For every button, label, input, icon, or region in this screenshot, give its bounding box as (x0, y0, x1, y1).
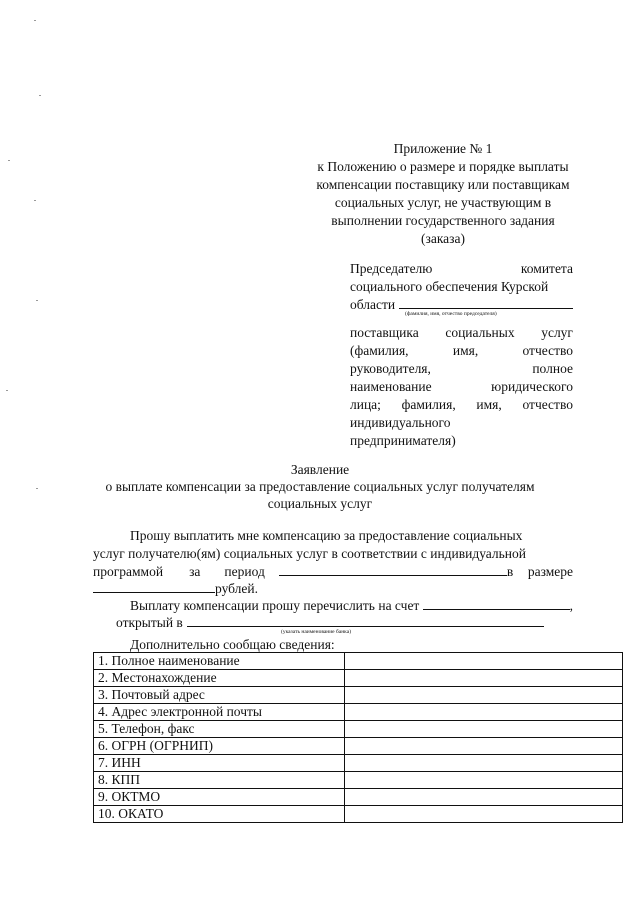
provider-line (350, 378, 573, 395)
provider-word: руководителя, (350, 361, 431, 376)
provider-line (350, 324, 573, 341)
table-cell-value[interactable] (345, 704, 623, 721)
body-line-account (130, 597, 573, 614)
provider-line (350, 342, 573, 359)
table-cell-label: 1. Полное наименование (94, 653, 345, 670)
table-cell-value[interactable] (345, 653, 623, 670)
bank-hint: (указать наименование банка) (281, 629, 352, 635)
table-cell-label: 10. ОКАТО (94, 806, 345, 823)
table-cell-label: 7. ИНН (94, 755, 345, 772)
appendix-line: социальных услуг, не участвующим в (334, 195, 552, 210)
statement-title: Заявление (290, 462, 350, 477)
table-cell-label: 2. Местонахождение (94, 670, 345, 687)
table-cell-value[interactable] (345, 789, 623, 806)
body-line-amount (93, 580, 258, 597)
provider-line (350, 360, 573, 377)
body-word: рублей. (215, 581, 259, 596)
scan-speck (6, 390, 8, 391)
provider-word: поставщика (350, 325, 419, 340)
body-line-period (93, 563, 573, 580)
appendix-line: компенсации поставщику или поставщикам (316, 177, 570, 192)
provider-word: наименование (350, 379, 432, 394)
scan-speck (39, 95, 41, 96)
amount-field[interactable] (93, 580, 215, 593)
table-cell-value[interactable] (345, 670, 623, 687)
provider-word: услуг (541, 325, 573, 340)
table-row (94, 721, 623, 738)
provider-word: отчество (522, 397, 573, 412)
provider-line: индивидуального (350, 415, 451, 430)
addressee-line-1 (350, 260, 573, 277)
appendix-title: Приложение № 1 (393, 141, 493, 156)
body-line: услуг получателю(ям) социальных услуг в соответствии с индивидуальной (93, 546, 527, 561)
table-cell-value[interactable] (345, 738, 623, 755)
table-row (94, 653, 623, 670)
body-word: программой (93, 564, 164, 579)
provider-word: социальных (445, 325, 515, 340)
table-cell-value[interactable] (345, 721, 623, 738)
appendix-line: выполнении государственного задания (331, 213, 555, 228)
body-word: в (506, 564, 514, 579)
table-cell-label: 4. Адрес электронной почты (94, 704, 345, 721)
provider-word: отчество (522, 343, 573, 358)
table-cell-value[interactable] (345, 772, 623, 789)
provider-word: имя, (452, 343, 479, 358)
account-field[interactable] (423, 597, 569, 610)
table-row (94, 687, 623, 704)
body-word: за (189, 564, 201, 579)
extra-info-label: Дополнительно сообщаю сведения: (130, 637, 335, 652)
scan-speck (34, 200, 36, 201)
chairman-name-field[interactable] (399, 296, 573, 309)
table-row (94, 738, 623, 755)
table-cell-label: 9. ОКТМО (94, 789, 345, 806)
scan-speck (34, 20, 36, 21)
table-row (94, 806, 623, 823)
table-cell-label: 8. КПП (94, 772, 345, 789)
table-cell-label: 5. Телефон, факс (94, 721, 345, 738)
info-table (93, 652, 623, 823)
body-word: , (569, 598, 573, 613)
table-cell-value[interactable] (345, 806, 623, 823)
table-cell-label: 3. Почтовый адрес (94, 687, 345, 704)
addressee-line-2: социального обеспечения Курской (350, 279, 549, 294)
statement-subtitle: социальных услуг (267, 496, 373, 511)
appendix-line: к Положению о размере и порядке выплаты (317, 159, 569, 174)
provider-line: предпринимателя) (350, 433, 456, 448)
addressee-word: Председателю (350, 261, 433, 276)
provider-line (350, 396, 573, 413)
provider-word: лица; (350, 397, 381, 412)
addressee-word: области (350, 297, 396, 312)
table-row (94, 704, 623, 721)
table-cell-label: 6. ОГРН (ОГРНИП) (94, 738, 345, 755)
scan-speck (8, 160, 10, 161)
provider-word: юридического (491, 379, 573, 394)
addressee-word: комитета (520, 261, 573, 276)
provider-word: фамилия, (401, 397, 456, 412)
body-word: период (224, 564, 265, 579)
statement-subtitle: о выплате компенсации за предоставление социальных услуг получателям (105, 479, 535, 494)
table-row (94, 755, 623, 772)
scan-speck (36, 300, 38, 301)
body-line: Прошу выплатить мне компенсацию за предоставление социальных (130, 528, 523, 543)
table-cell-value[interactable] (345, 687, 623, 704)
bank-field[interactable] (187, 614, 544, 627)
body-word: открытый в (116, 615, 183, 630)
period-field[interactable] (279, 563, 507, 576)
chairman-hint: (фамилия, имя, отчество председателя) (405, 311, 497, 317)
body-word: размере (527, 564, 573, 579)
table-cell-value[interactable] (345, 755, 623, 772)
table-row (94, 772, 623, 789)
table-row (94, 670, 623, 687)
appendix-line: (заказа) (421, 231, 465, 246)
table-row (94, 789, 623, 806)
provider-word: полное (532, 361, 573, 376)
body-word: Выплату компенсации прошу перечислить на счет (130, 598, 420, 613)
provider-word: имя, (476, 397, 502, 412)
provider-word: (фамилия, (350, 343, 409, 358)
